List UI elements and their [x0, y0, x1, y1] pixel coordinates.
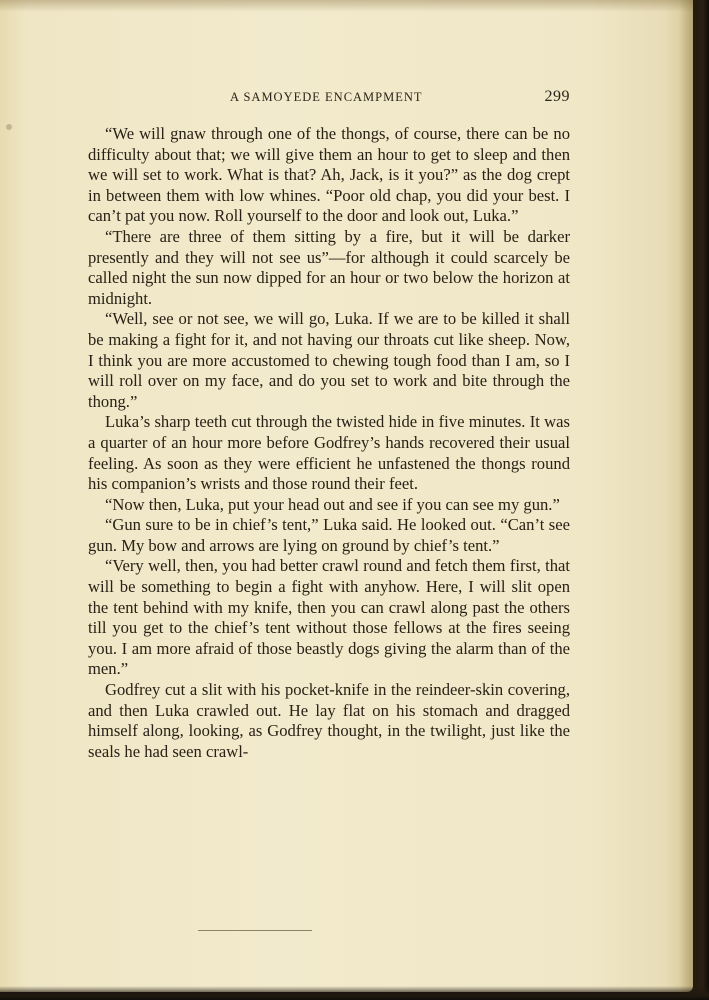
margin-spot [6, 124, 12, 130]
body-text [88, 124, 570, 762]
page-number: 299 [544, 88, 570, 105]
paragraph: “Gun sure to be in chief’s tent,” Luka said. He looked out. “Can’t see gun. My bow and arrows are lying on ground by chief’s tent.” [88, 515, 570, 555]
paragraph: Godfrey cut a slit with his pocket-knife in the reindeer-skin covering, and then Luka crawled out. He lay flat on his stomach and dragged himself along, looking, as Godfrey thought, in the twilight, just like the seals he had seen crawl- [88, 680, 570, 761]
running-header [88, 88, 570, 108]
paragraph: “There are three of them sitting by a fire, but it will be darker presently and they will not see us”—for although it could scarcely be called night the sun now dipped for an hour or two below the horizon at midnight. [88, 226, 570, 308]
page-edge-shadow [679, 0, 709, 1000]
paragraph: “Well, see or not see, we will go, Luka. If we are to be killed it shall be making a fight for it, and not having our throats cut like sheep. Now, I think you are more accustomed to chewing tough food than I am, so I will roll over on my face, and do you set to work and bite through the thong.” [88, 309, 570, 411]
page-top-shadow [0, 0, 693, 12]
bottom-edge-shadow [0, 986, 709, 1000]
paragraph: “Very well, then, you had better crawl round and fetch them first, that will be something to begin a fight with anyhow. Here, I will slit open the tent behind with my knife, then you can crawl along past the others till you get to the chief’s tent without those fellows at the fires seeing you. I am more afraid of those beastly dogs giving the alarm than of the men.” [88, 556, 570, 679]
paragraph: “We will gnaw through one of the thongs, of course, there can be no difficulty about that; we will give them an hour to get to sleep and then we will set to work. What is that? Ah, Jack, is it you?” as the dog crept in between them with low whines. “Poor old chap, you did your best. I can’t pat you now. Roll yourself to the door and look out, Luka.” [88, 124, 570, 226]
paragraph: “Now then, Luka, put your head out and see if you can see my gun.” [105, 494, 560, 514]
footer-rule [198, 930, 312, 931]
chapter-title: A SAMOYEDE ENCAMPMENT [230, 90, 423, 104]
paragraph: Luka’s sharp teeth cut through the twisted hide in five minutes. It was a quarter of an hour more before Godfrey’s hands recovered their usual feeling. As soon as they were efficient he unfastened the thongs round his companion’s wrists and those round their feet. [88, 412, 570, 494]
